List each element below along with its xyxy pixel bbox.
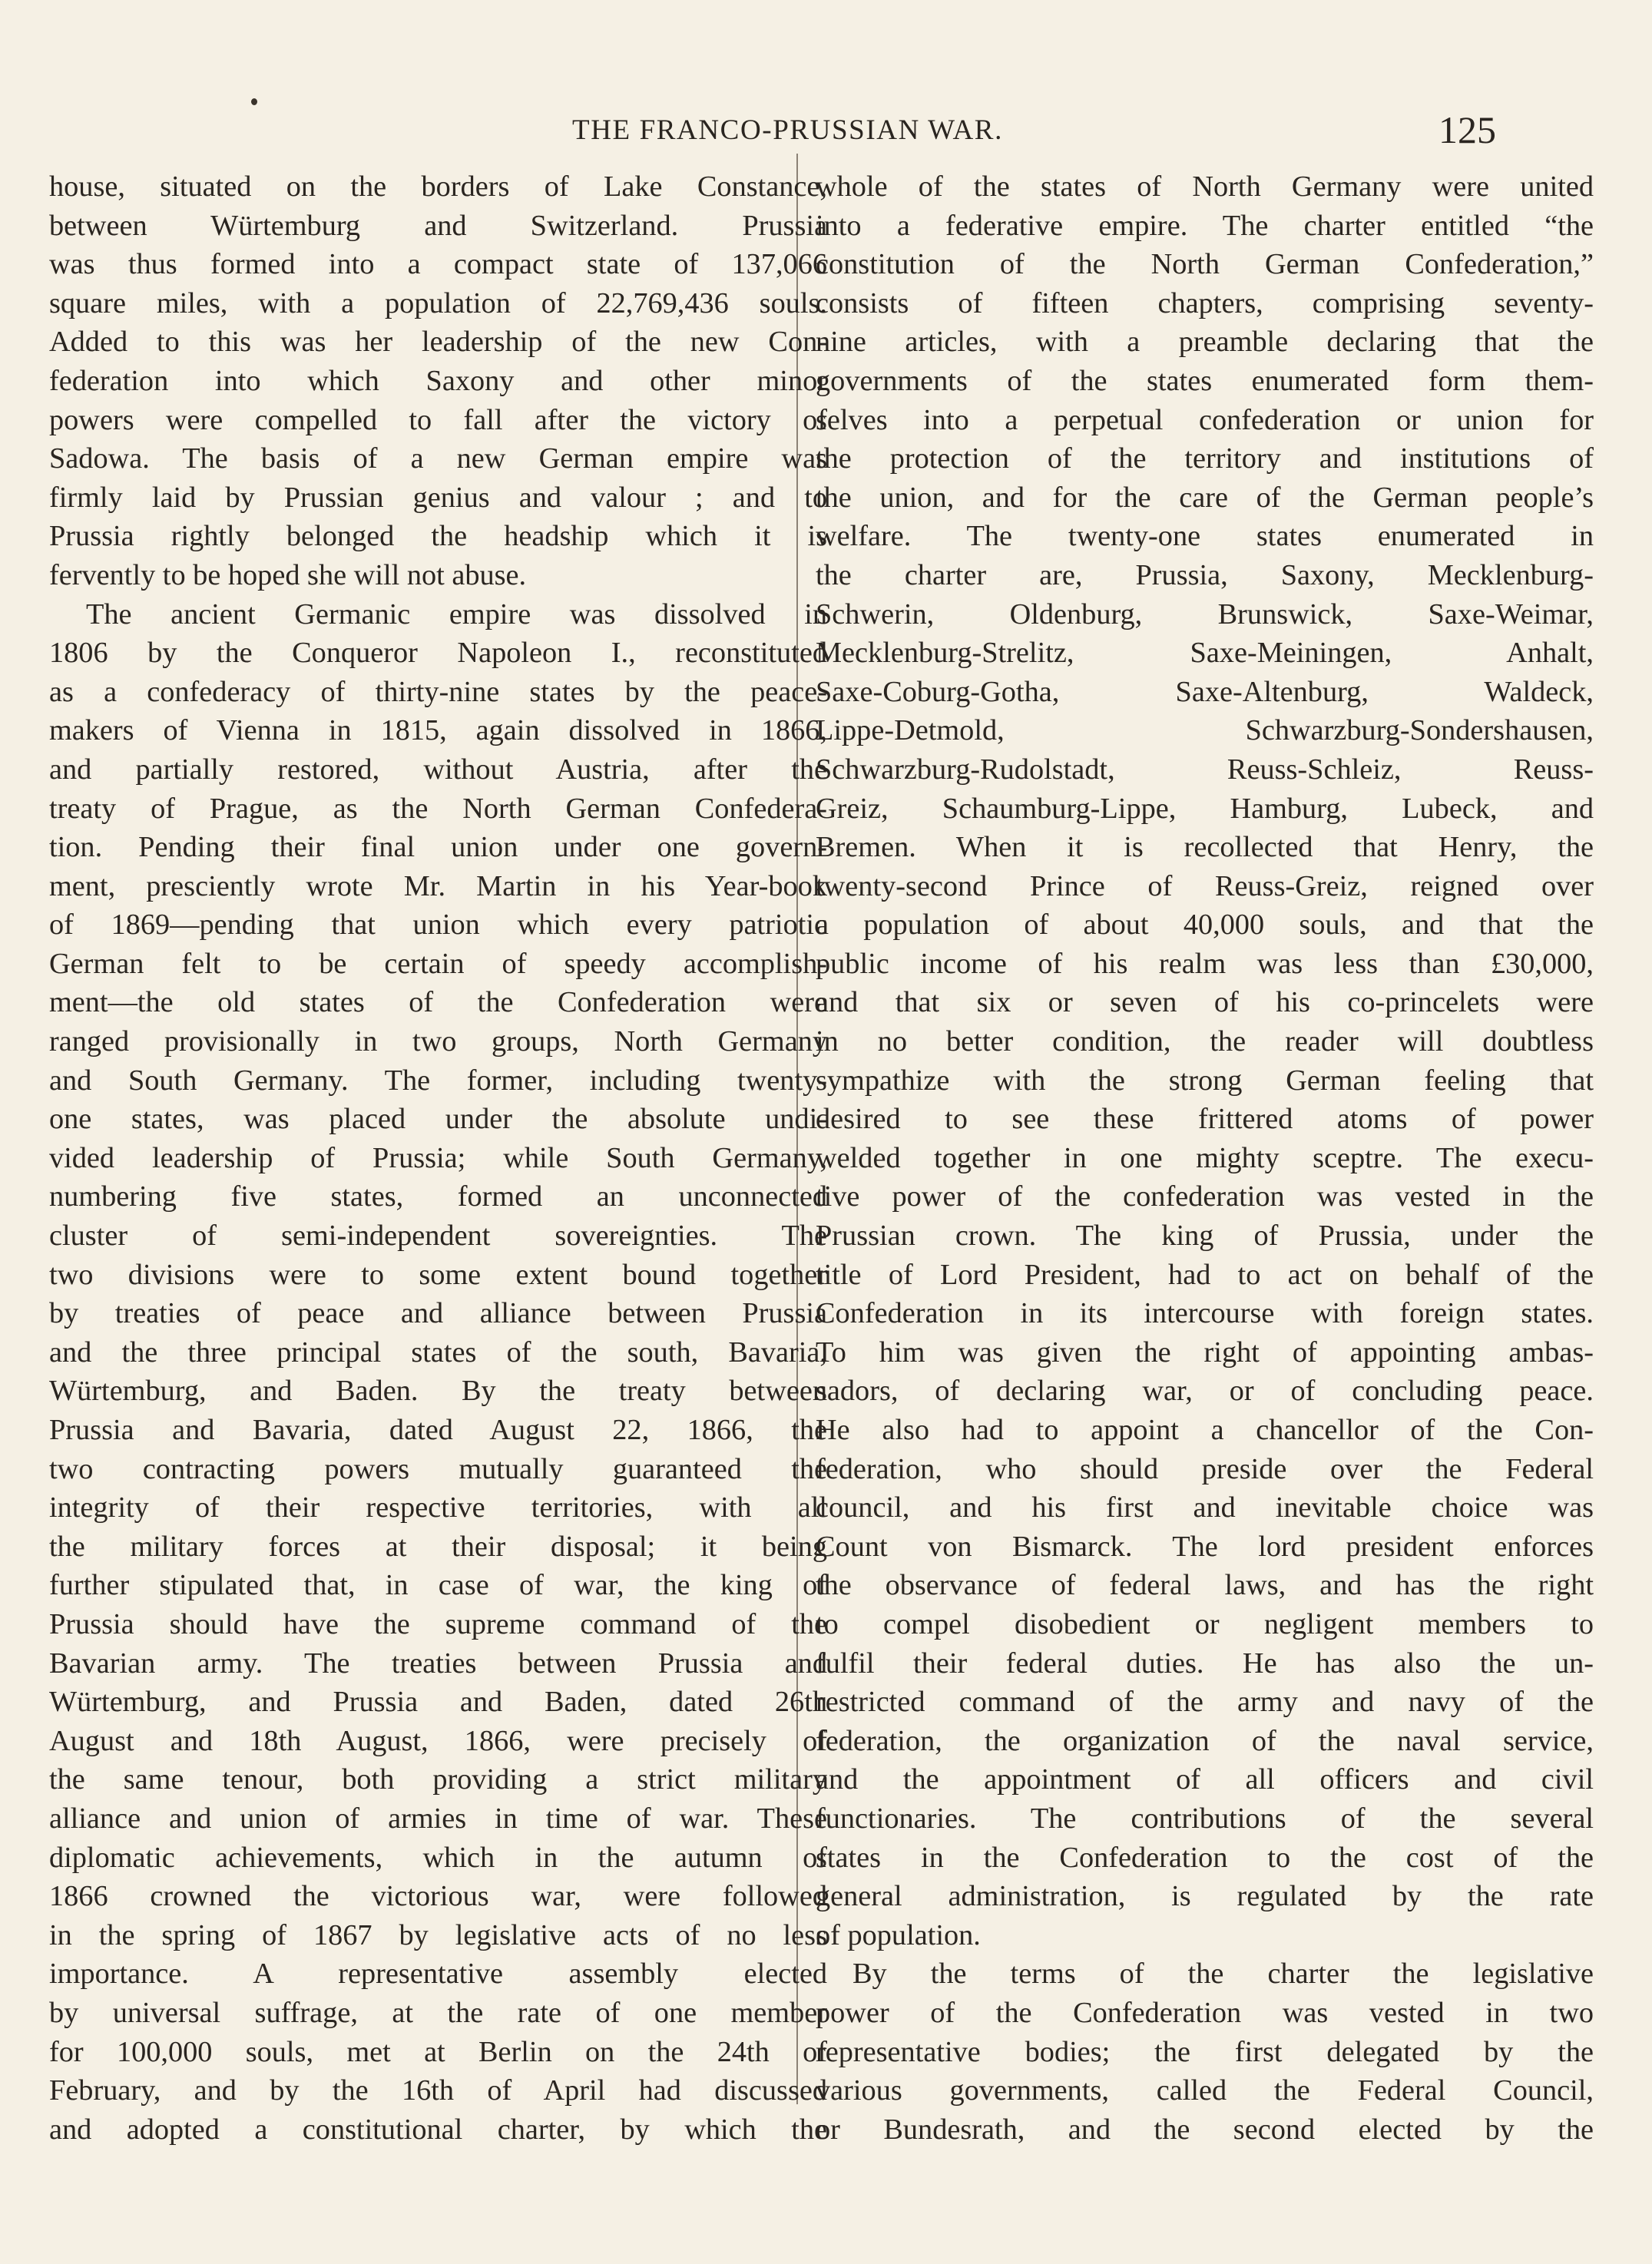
text-line: a population of about 40,000 souls, and that the [816, 909, 1594, 942]
text-line: to compel disobedient or negligent members to [816, 1607, 1594, 1640]
text-line: diplomatic achievements, which in the autumn of [49, 1841, 827, 1874]
text-line: Greiz, Schaumburg-Lippe, Hamburg, Lubeck, and [816, 792, 1594, 825]
text-line: Sadowa. The basis of a new German empire was [49, 442, 827, 475]
text-line: various governments, called the Federal Council, [816, 2074, 1594, 2107]
text-line: Würtemburg, and Prussia and Baden, dated 26th [49, 1686, 827, 1719]
text-line: The ancient Germanic empire was dissolved in [86, 597, 827, 631]
text-line: one states, was placed under the absolute undi- [49, 1103, 827, 1136]
text-line: tive power of the confederation was vested in the [816, 1180, 1594, 1213]
text-line: Mecklenburg-Strelitz, Saxe-Meiningen, Anhalt, [816, 637, 1594, 670]
text-line: and partially restored, without Austria, after the [49, 753, 827, 786]
text-line: To him was given the right of appointing ambas- [816, 1336, 1594, 1369]
text-line: and the appointment of all officers and civil [816, 1763, 1594, 1796]
text-line: firmly laid by Prussian genius and valour ; and to [49, 481, 827, 514]
text-line: sympathize with the strong German feeling that [816, 1064, 1594, 1097]
text-line: fervently to be hoped she will not abuse. [49, 558, 527, 591]
text-line: federation into which Saxony and other minor [49, 364, 827, 397]
text-line: nine articles, with a preamble declaring that the [816, 326, 1594, 359]
text-line: functionaries. The contributions of the several [816, 1802, 1594, 1835]
text-line: February, and by the 16th of April had discussed [49, 2074, 827, 2107]
text-line: restricted command of the army and navy of the [816, 1686, 1594, 1719]
text-line: desired to see these frittered atoms of power [816, 1103, 1594, 1136]
text-line: German felt to be certain of speedy accomplish- [49, 947, 827, 980]
text-line: powers were compelled to fall after the victory of [49, 403, 827, 436]
text-line: Würtemburg, and Baden. By the treaty between [49, 1375, 827, 1408]
text-line: tion. Pending their final union under one govern- [49, 831, 827, 864]
text-line: and the three principal states of the south, Bavaria, [49, 1336, 827, 1369]
text-line: Prussia should have the supreme command of the [49, 1607, 827, 1640]
text-line: federation, the organization of the naval service, [816, 1724, 1594, 1757]
text-line: in no better condition, the reader will doubtless [816, 1025, 1594, 1058]
text-line: He also had to appoint a chancellor of the Con- [816, 1414, 1594, 1446]
text-line: makers of Vienna in 1815, again dissolved in 1866, [49, 714, 827, 747]
text-line: constitution of the North German Confederation,” [816, 248, 1594, 281]
text-line: Saxe-Coburg-Gotha, Saxe-Altenburg, Waldeck, [816, 675, 1594, 708]
text-line: Added to this was her leadership of the new Con- [49, 326, 827, 359]
running-title: THE FRANCO-PRUSSIAN WAR. [572, 114, 1003, 146]
text-line: fulfil their federal duties. He has also the un- [816, 1647, 1594, 1680]
text-line: the charter are, Prussia, Saxony, Mecklenburg- [816, 558, 1594, 591]
text-line: or Bundesrath, and the second elected by the [816, 2113, 1594, 2146]
text-line: importance. A representative assembly elected [49, 1958, 827, 1991]
text-line: representative bodies; the first delegated by the [816, 2035, 1594, 2068]
text-line: in the spring of 1867 by legislative acts of no less [49, 1918, 827, 1951]
text-line: for 100,000 souls, met at Berlin on the 24th of [49, 2035, 827, 2068]
text-line: and that six or seven of his co-princelets were [816, 986, 1594, 1019]
text-line: welded together in one mighty sceptre. The execu- [816, 1141, 1594, 1174]
text-line: ment, presciently wrote Mr. Martin in his Year-book [49, 869, 827, 902]
text-line: general administration, is regulated by the rate [816, 1880, 1594, 1913]
text-line: the military forces at their disposal; it being [49, 1530, 827, 1563]
text-line: two contracting powers mutually guaranteed the [49, 1452, 827, 1485]
text-line: By the terms of the charter the legislative [852, 1958, 1594, 1991]
text-line: Bremen. When it is recollected that Henry, the [816, 831, 1594, 864]
text-line: Schwarzburg-Rudolstadt, Reuss-Schleiz, Reuss- [816, 753, 1594, 786]
text-line: house, situated on the borders of Lake Constance, [49, 170, 827, 203]
text-line: of 1869—pending that union which every patriotic [49, 909, 827, 942]
ink-speck [251, 98, 257, 105]
text-line: Bavarian army. The treaties between Prussia and [49, 1647, 827, 1680]
text-line: by treaties of peace and alliance between Prussia [49, 1297, 827, 1330]
text-line: Prussia rightly belonged the headship which it is [49, 520, 827, 553]
text-line: Schwerin, Oldenburg, Brunswick, Saxe-Weimar, [816, 597, 1594, 631]
text-line: the union, and for the care of the German people’s [816, 481, 1594, 514]
text-line: square miles, with a population of 22,769,436 souls. [49, 286, 827, 319]
left-column [49, 167, 827, 2149]
text-line: the same tenour, both providing a strict military [49, 1763, 827, 1796]
text-line: cluster of semi-independent sovereignties. The [49, 1220, 827, 1253]
text-line: by universal suffrage, at the rate of one member [49, 1996, 827, 2029]
text-line: Confederation in its intercourse with foreign states. [816, 1297, 1594, 1330]
text-line: and South Germany. The former, including twenty- [49, 1064, 827, 1097]
page-number: 125 [1438, 108, 1496, 151]
text-line: governments of the states enumerated form them- [816, 364, 1594, 397]
text-line: and adopted a constitutional charter, by which the [49, 2113, 827, 2146]
text-line: numbering five states, formed an unconnected [49, 1180, 827, 1213]
text-line: whole of the states of North Germany were united [816, 170, 1594, 203]
text-line: welfare. The twenty-one states enumerated in [816, 520, 1594, 553]
text-line: was thus formed into a compact state of 137,066 [49, 248, 827, 281]
text-line: two divisions were to some extent bound together [49, 1258, 827, 1291]
text-line: 1866 crowned the victorious war, were followed [49, 1880, 827, 1913]
text-line: twenty-second Prince of Reuss-Greiz, reigned over [816, 869, 1594, 902]
text-line: power of the Confederation was vested in two [816, 1996, 1594, 2029]
text-line: 1806 by the Conqueror Napoleon I., reconstituted [49, 637, 827, 670]
text-line: sadors, of declaring war, or of concluding peace. [816, 1375, 1594, 1408]
text-line: states in the Confederation to the cost of the [816, 1841, 1594, 1874]
right-column [816, 167, 1594, 2149]
text-line: ranged provisionally in two groups, North Germany [49, 1025, 827, 1058]
text-line: Lippe-Detmold, Schwarzburg-Sondershausen, [816, 714, 1594, 747]
text-line: alliance and union of armies in time of war. These [49, 1802, 827, 1835]
text-line: as a confederacy of thirty-nine states by the peace- [49, 675, 827, 708]
text-line: consists of fifteen chapters, comprising seventy- [816, 286, 1594, 319]
text-line: vided leadership of Prussia; while South Germany, [49, 1141, 827, 1174]
text-line: title of Lord President, had to act on behalf of the [816, 1258, 1594, 1291]
text-line: into a federative empire. The charter entitled “the [816, 209, 1594, 242]
text-line: August and 18th August, 1866, were precisely of [49, 1724, 827, 1757]
text-line: selves into a perpetual confederation or union for [816, 403, 1594, 436]
text-line: the observance of federal laws, and has the right [816, 1569, 1594, 1602]
text-line: Count von Bismarck. The lord president enforces [816, 1530, 1594, 1563]
text-line: of population. [816, 1918, 981, 1951]
text-line: integrity of their respective territories, with all [49, 1491, 827, 1524]
text-line: between Würtemburg and Switzerland. Prussia [49, 209, 827, 242]
text-line: ment—the old states of the Confederation were [49, 986, 827, 1019]
text-line: federation, who should preside over the Federal [816, 1452, 1594, 1485]
text-line: the protection of the territory and institutions of [816, 442, 1594, 475]
text-line: public income of his realm was less than £30,000, [816, 947, 1594, 980]
text-line: treaty of Prague, as the North German Confedera- [49, 792, 827, 825]
text-line: council, and his first and inevitable choice was [816, 1491, 1594, 1524]
text-line: further stipulated that, in case of war, the king of [49, 1569, 827, 1602]
text-line: Prussia and Bavaria, dated August 22, 1866, the [49, 1414, 827, 1446]
text-line: Prussian crown. The king of Prussia, under the [816, 1220, 1594, 1253]
